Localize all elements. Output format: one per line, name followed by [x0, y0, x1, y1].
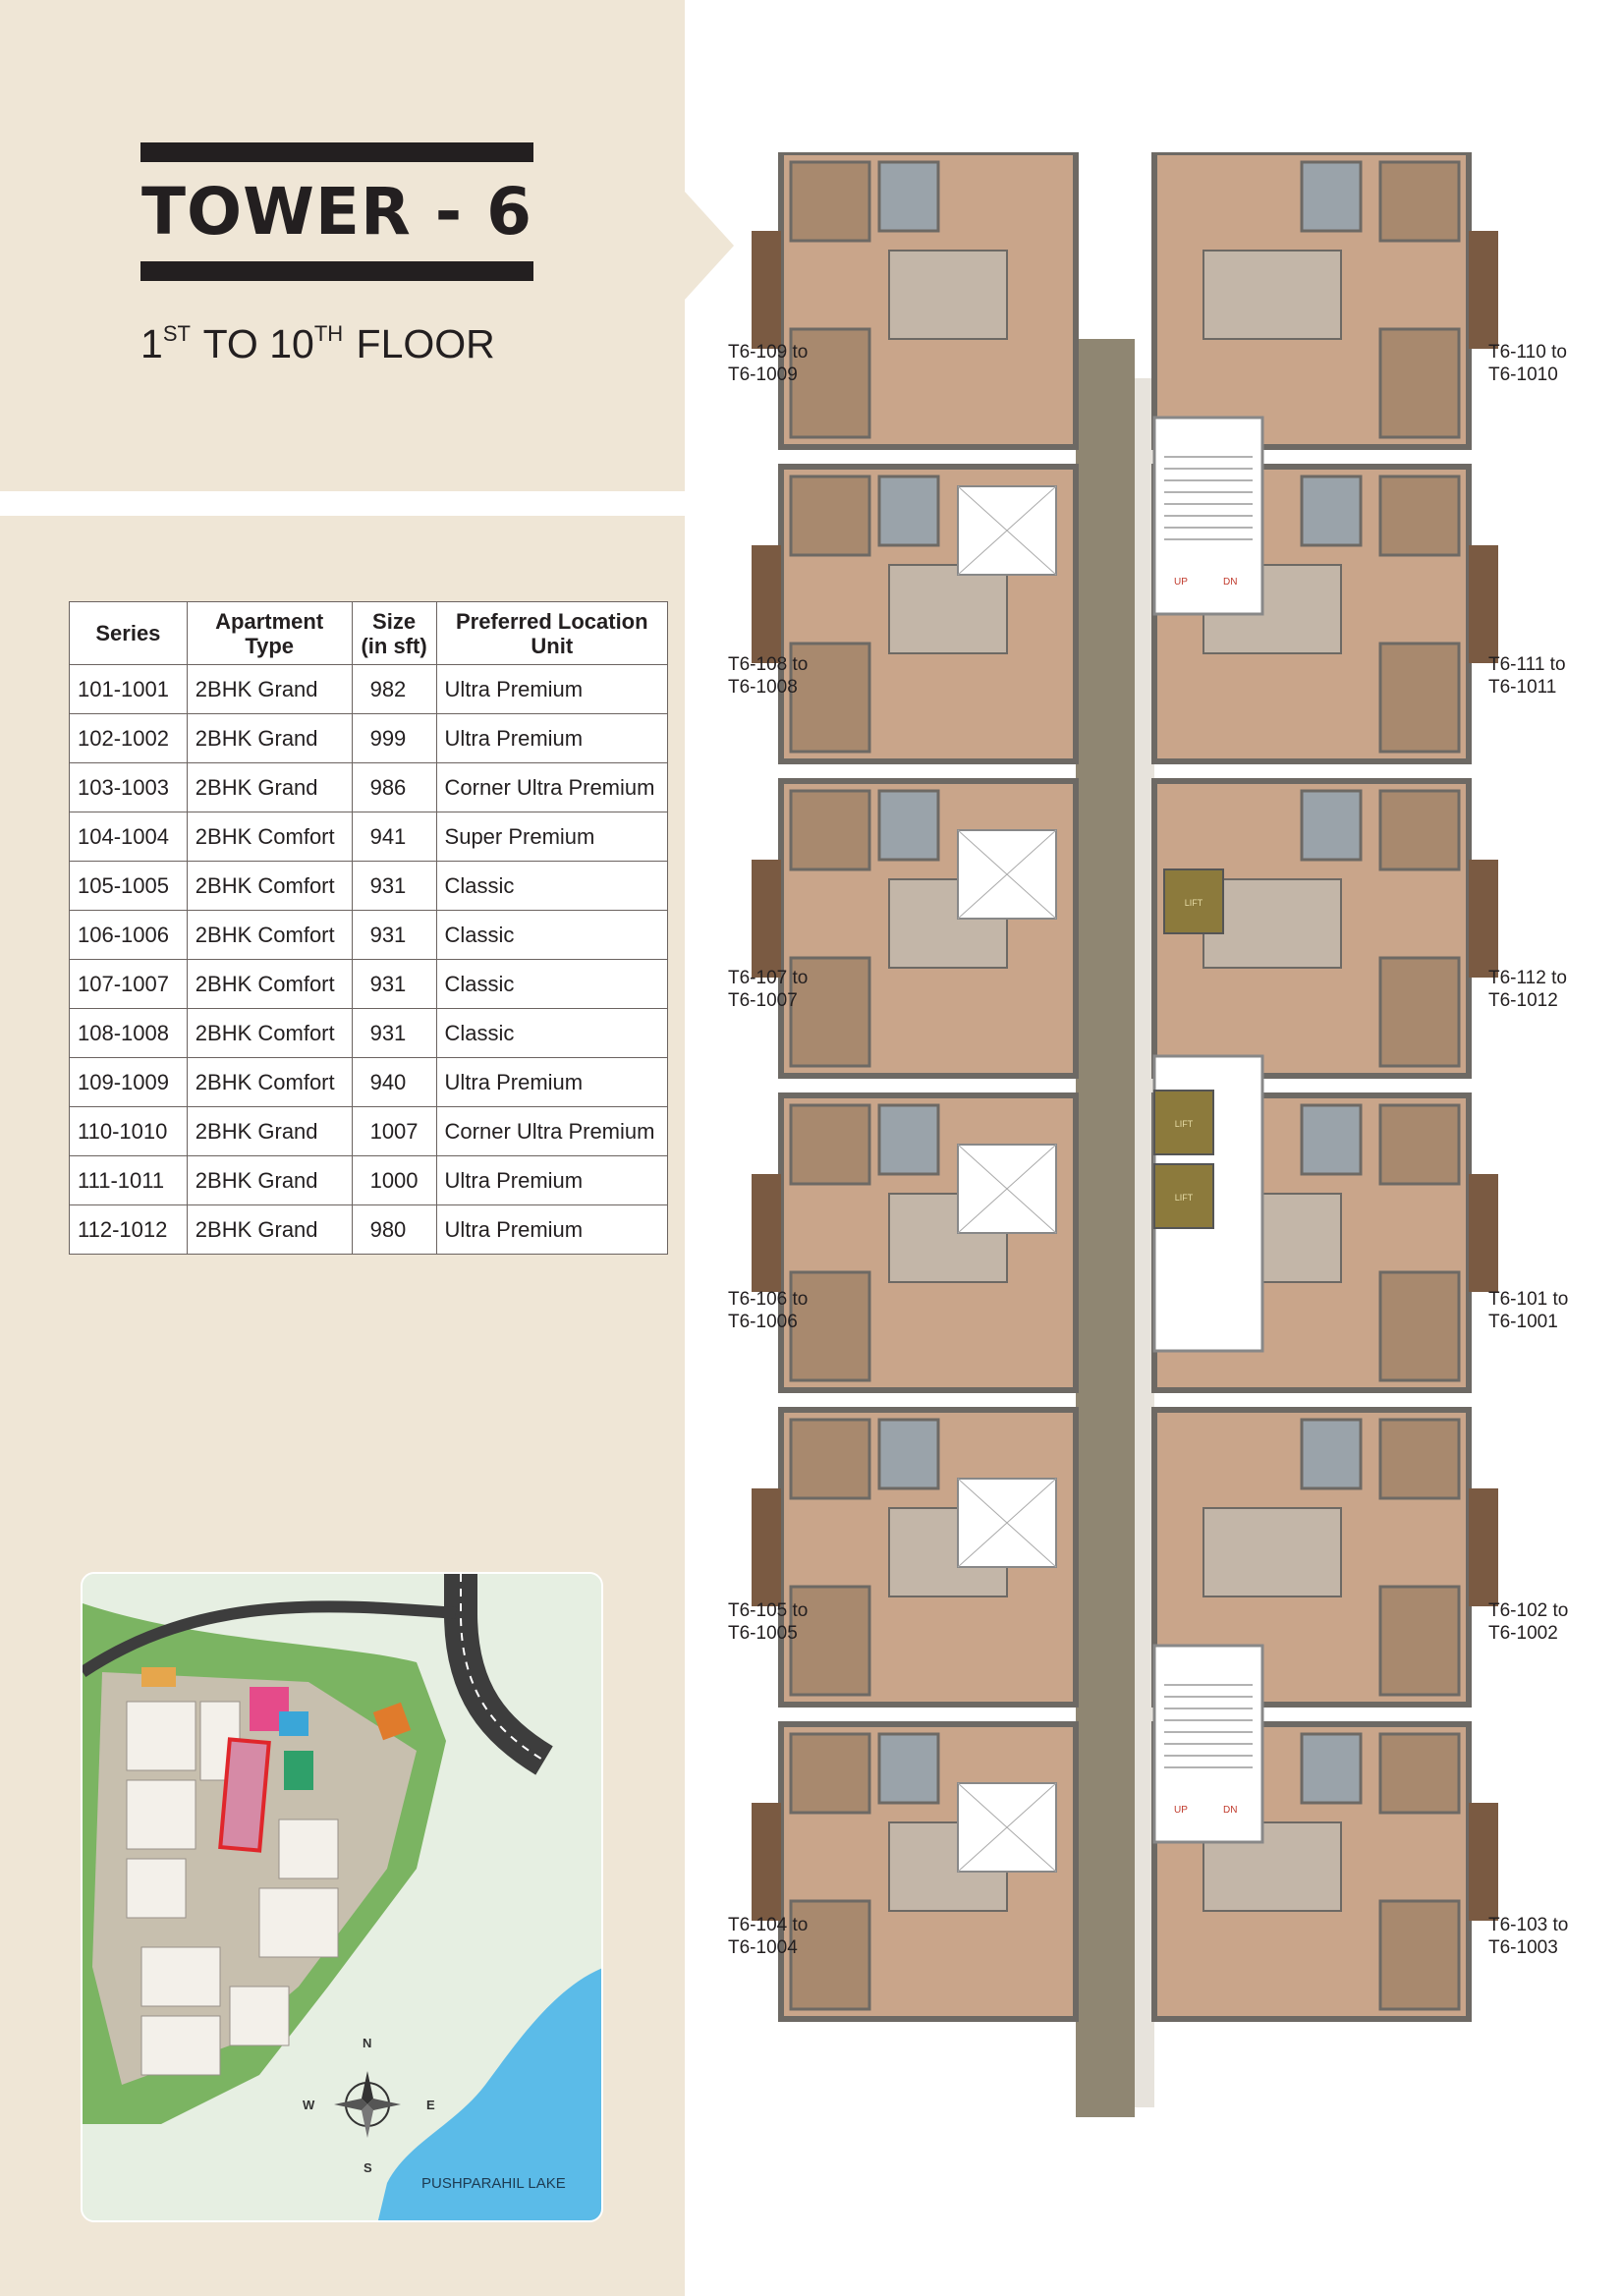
cell-location: Ultra Premium	[436, 1156, 667, 1205]
bedroom-left-6	[791, 1734, 869, 1813]
cell-location: Classic	[436, 911, 667, 960]
bedroom2-right-4	[1380, 1272, 1459, 1380]
cell-type: 2BHK Grand	[187, 763, 352, 812]
table-row	[70, 1009, 668, 1058]
living-left-1	[889, 251, 1007, 339]
cell-series: 110-1010	[70, 1107, 188, 1156]
floor-start-suffix: ST	[162, 321, 191, 346]
lift-label: LIFT	[1174, 1193, 1194, 1203]
bedroom-left-4	[791, 1105, 869, 1184]
floor-end-number: 10	[269, 321, 314, 366]
cell-size: 931	[352, 960, 436, 1009]
balcony-left-3	[752, 860, 781, 978]
stair-dn-label: DN	[1223, 577, 1238, 588]
cell-type: 2BHK Grand	[187, 714, 352, 763]
unit-series-table	[69, 601, 668, 1255]
table-row	[70, 1205, 668, 1255]
bath-left-3	[879, 791, 938, 860]
floor-plan-drawing	[732, 152, 1567, 2117]
cell-size: 941	[352, 812, 436, 862]
floor-word: FLOOR	[356, 321, 495, 366]
bedroom-right-3	[1380, 791, 1459, 869]
cell-location: Corner Ultra Premium	[436, 1107, 667, 1156]
cell-series: 112-1012	[70, 1205, 188, 1255]
cell-size: 1007	[352, 1107, 436, 1156]
unit-label-108: T6-108 to T6-1008	[728, 654, 809, 698]
header-size: Size (in sft)	[352, 602, 436, 665]
balcony-left-1	[752, 231, 781, 349]
cell-type: 2BHK Comfort	[187, 960, 352, 1009]
bath-right-3	[1302, 791, 1361, 860]
cell-location: Classic	[436, 862, 667, 911]
cell-location: Corner Ultra Premium	[436, 763, 667, 812]
cell-size: 980	[352, 1205, 436, 1255]
table-row	[70, 1058, 668, 1107]
typical-floor-plan	[732, 152, 1567, 2117]
bath-left-1	[879, 162, 938, 231]
title-rule-bottom	[140, 261, 533, 281]
cell-location: Ultra Premium	[436, 714, 667, 763]
site-plan-drawing	[83, 1574, 603, 2222]
table-header-row	[70, 602, 668, 665]
unit-label-112: T6-112 to T6-1012	[1488, 968, 1567, 1011]
table-row	[70, 862, 668, 911]
balcony-right-1	[1469, 231, 1498, 349]
bedroom2-right-6	[1380, 1901, 1459, 2009]
site-location-map	[81, 1572, 603, 2222]
bedroom-left-1	[791, 162, 869, 241]
header-series: Series	[70, 602, 188, 665]
bath-left-6	[879, 1734, 938, 1803]
cell-series: 107-1007	[70, 960, 188, 1009]
cell-location: Ultra Premium	[436, 1205, 667, 1255]
bath-right-6	[1302, 1734, 1361, 1803]
cell-type: 2BHK Grand	[187, 1107, 352, 1156]
cell-location: Super Premium	[436, 812, 667, 862]
table-row	[70, 911, 668, 960]
bedroom-right-4	[1380, 1105, 1459, 1184]
tower-6-highlight	[220, 1739, 268, 1850]
cell-type: 2BHK Comfort	[187, 911, 352, 960]
cell-type: 2BHK Grand	[187, 665, 352, 714]
cell-location: Classic	[436, 960, 667, 1009]
bath-right-5	[1302, 1420, 1361, 1488]
cell-series: 108-1008	[70, 1009, 188, 1058]
bedroom-right-1	[1380, 162, 1459, 241]
table-row	[70, 763, 668, 812]
cell-series: 101-1001	[70, 665, 188, 714]
bedroom-left-3	[791, 791, 869, 869]
bath-right-4	[1302, 1105, 1361, 1174]
central-corridor	[1076, 339, 1135, 2117]
cell-series: 103-1003	[70, 763, 188, 812]
living-left-2	[889, 565, 1007, 653]
compass-east-label: E	[426, 2098, 435, 2112]
stair-up-label: UP	[1174, 577, 1188, 588]
bath-right-2	[1302, 476, 1361, 545]
unit-label-109: T6-109 to T6-1009	[728, 342, 809, 385]
unit-label-101: T6-101 to T6-1001	[1488, 1289, 1569, 1332]
bedroom2-right-2	[1380, 644, 1459, 752]
compass-west-label: W	[303, 2098, 315, 2112]
unit-label-107: T6-107 to T6-1007	[728, 968, 809, 1011]
table-row	[70, 1156, 668, 1205]
living-right-1	[1203, 251, 1341, 339]
living-right-5	[1203, 1508, 1341, 1596]
stair-up-label: UP	[1174, 1805, 1188, 1816]
stair-dn-label: DN	[1223, 1805, 1238, 1816]
balcony-right-5	[1469, 1488, 1498, 1606]
cell-type: 2BHK Comfort	[187, 862, 352, 911]
balcony-left-5	[752, 1488, 781, 1606]
floor-to-word: TO	[202, 321, 258, 366]
header-preferred-location: Preferred Location Unit	[436, 602, 667, 665]
balcony-left-6	[752, 1803, 781, 1921]
bedroom2-right-1	[1380, 329, 1459, 437]
compass-north-label: N	[363, 2036, 372, 2050]
cell-series: 105-1005	[70, 862, 188, 911]
cell-series: 104-1004	[70, 812, 188, 862]
balcony-right-2	[1469, 545, 1498, 663]
bedroom-right-2	[1380, 476, 1459, 555]
cell-series: 106-1006	[70, 911, 188, 960]
bedroom-left-5	[791, 1420, 869, 1498]
cell-type: 2BHK Comfort	[187, 1009, 352, 1058]
balcony-right-4	[1469, 1174, 1498, 1292]
balcony-right-3	[1469, 860, 1498, 978]
bedroom-right-6	[1380, 1734, 1459, 1813]
table-row	[70, 714, 668, 763]
floor-range-subtitle	[140, 307, 495, 371]
cell-type: 2BHK Comfort	[187, 812, 352, 862]
unit-label-102: T6-102 to T6-1002	[1488, 1600, 1569, 1644]
floor-start-number: 1	[140, 321, 163, 366]
cell-location: Ultra Premium	[436, 1058, 667, 1107]
lake-name-label: PUSHPARAHIL LAKE	[421, 2175, 566, 2192]
tower-title: TOWER - 6	[140, 174, 533, 250]
bath-left-4	[879, 1105, 938, 1174]
cell-series: 109-1009	[70, 1058, 188, 1107]
cell-location: Ultra Premium	[436, 665, 667, 714]
cell-series: 111-1011	[70, 1156, 188, 1205]
compass-south-label: S	[364, 2160, 372, 2175]
cell-size: 931	[352, 1009, 436, 1058]
bath-left-5	[879, 1420, 938, 1488]
bedroom-right-5	[1380, 1420, 1459, 1498]
table-row	[70, 812, 668, 862]
cell-type: 2BHK Grand	[187, 1205, 352, 1255]
bath-right-1	[1302, 162, 1361, 231]
bedroom2-right-5	[1380, 1587, 1459, 1695]
cell-size: 931	[352, 911, 436, 960]
balcony-left-4	[752, 1174, 781, 1292]
cell-size: 999	[352, 714, 436, 763]
cell-size: 1000	[352, 1156, 436, 1205]
bedroom2-right-3	[1380, 958, 1459, 1066]
bedroom-left-2	[791, 476, 869, 555]
cell-type: 2BHK Comfort	[187, 1058, 352, 1107]
cell-type: 2BHK Grand	[187, 1156, 352, 1205]
lift-label: LIFT	[1174, 1119, 1194, 1129]
lift-label: LIFT	[1184, 898, 1203, 908]
balcony-left-2	[752, 545, 781, 663]
unit-label-111: T6-111 to T6-1011	[1488, 654, 1566, 698]
header-apartment-type: Apartment Type	[187, 602, 352, 665]
unit-label-110: T6-110 to T6-1010	[1488, 342, 1567, 385]
table-row	[70, 1107, 668, 1156]
cell-size: 986	[352, 763, 436, 812]
unit-label-103: T6-103 to T6-1003	[1488, 1915, 1569, 1958]
cell-size: 982	[352, 665, 436, 714]
unit-label-106: T6-106 to T6-1006	[728, 1289, 809, 1332]
cell-series: 102-1002	[70, 714, 188, 763]
table-row	[70, 960, 668, 1009]
cell-location: Classic	[436, 1009, 667, 1058]
balcony-right-6	[1469, 1803, 1498, 1921]
cell-size: 931	[352, 862, 436, 911]
bath-left-2	[879, 476, 938, 545]
title-rule-top	[140, 142, 533, 162]
panel-pointer-arrow	[685, 192, 734, 300]
floor-end-suffix: TH	[313, 321, 344, 346]
table-row	[70, 665, 668, 714]
cell-size: 940	[352, 1058, 436, 1107]
unit-label-104: T6-104 to T6-1004	[728, 1915, 809, 1958]
unit-label-105: T6-105 to T6-1005	[728, 1600, 809, 1644]
